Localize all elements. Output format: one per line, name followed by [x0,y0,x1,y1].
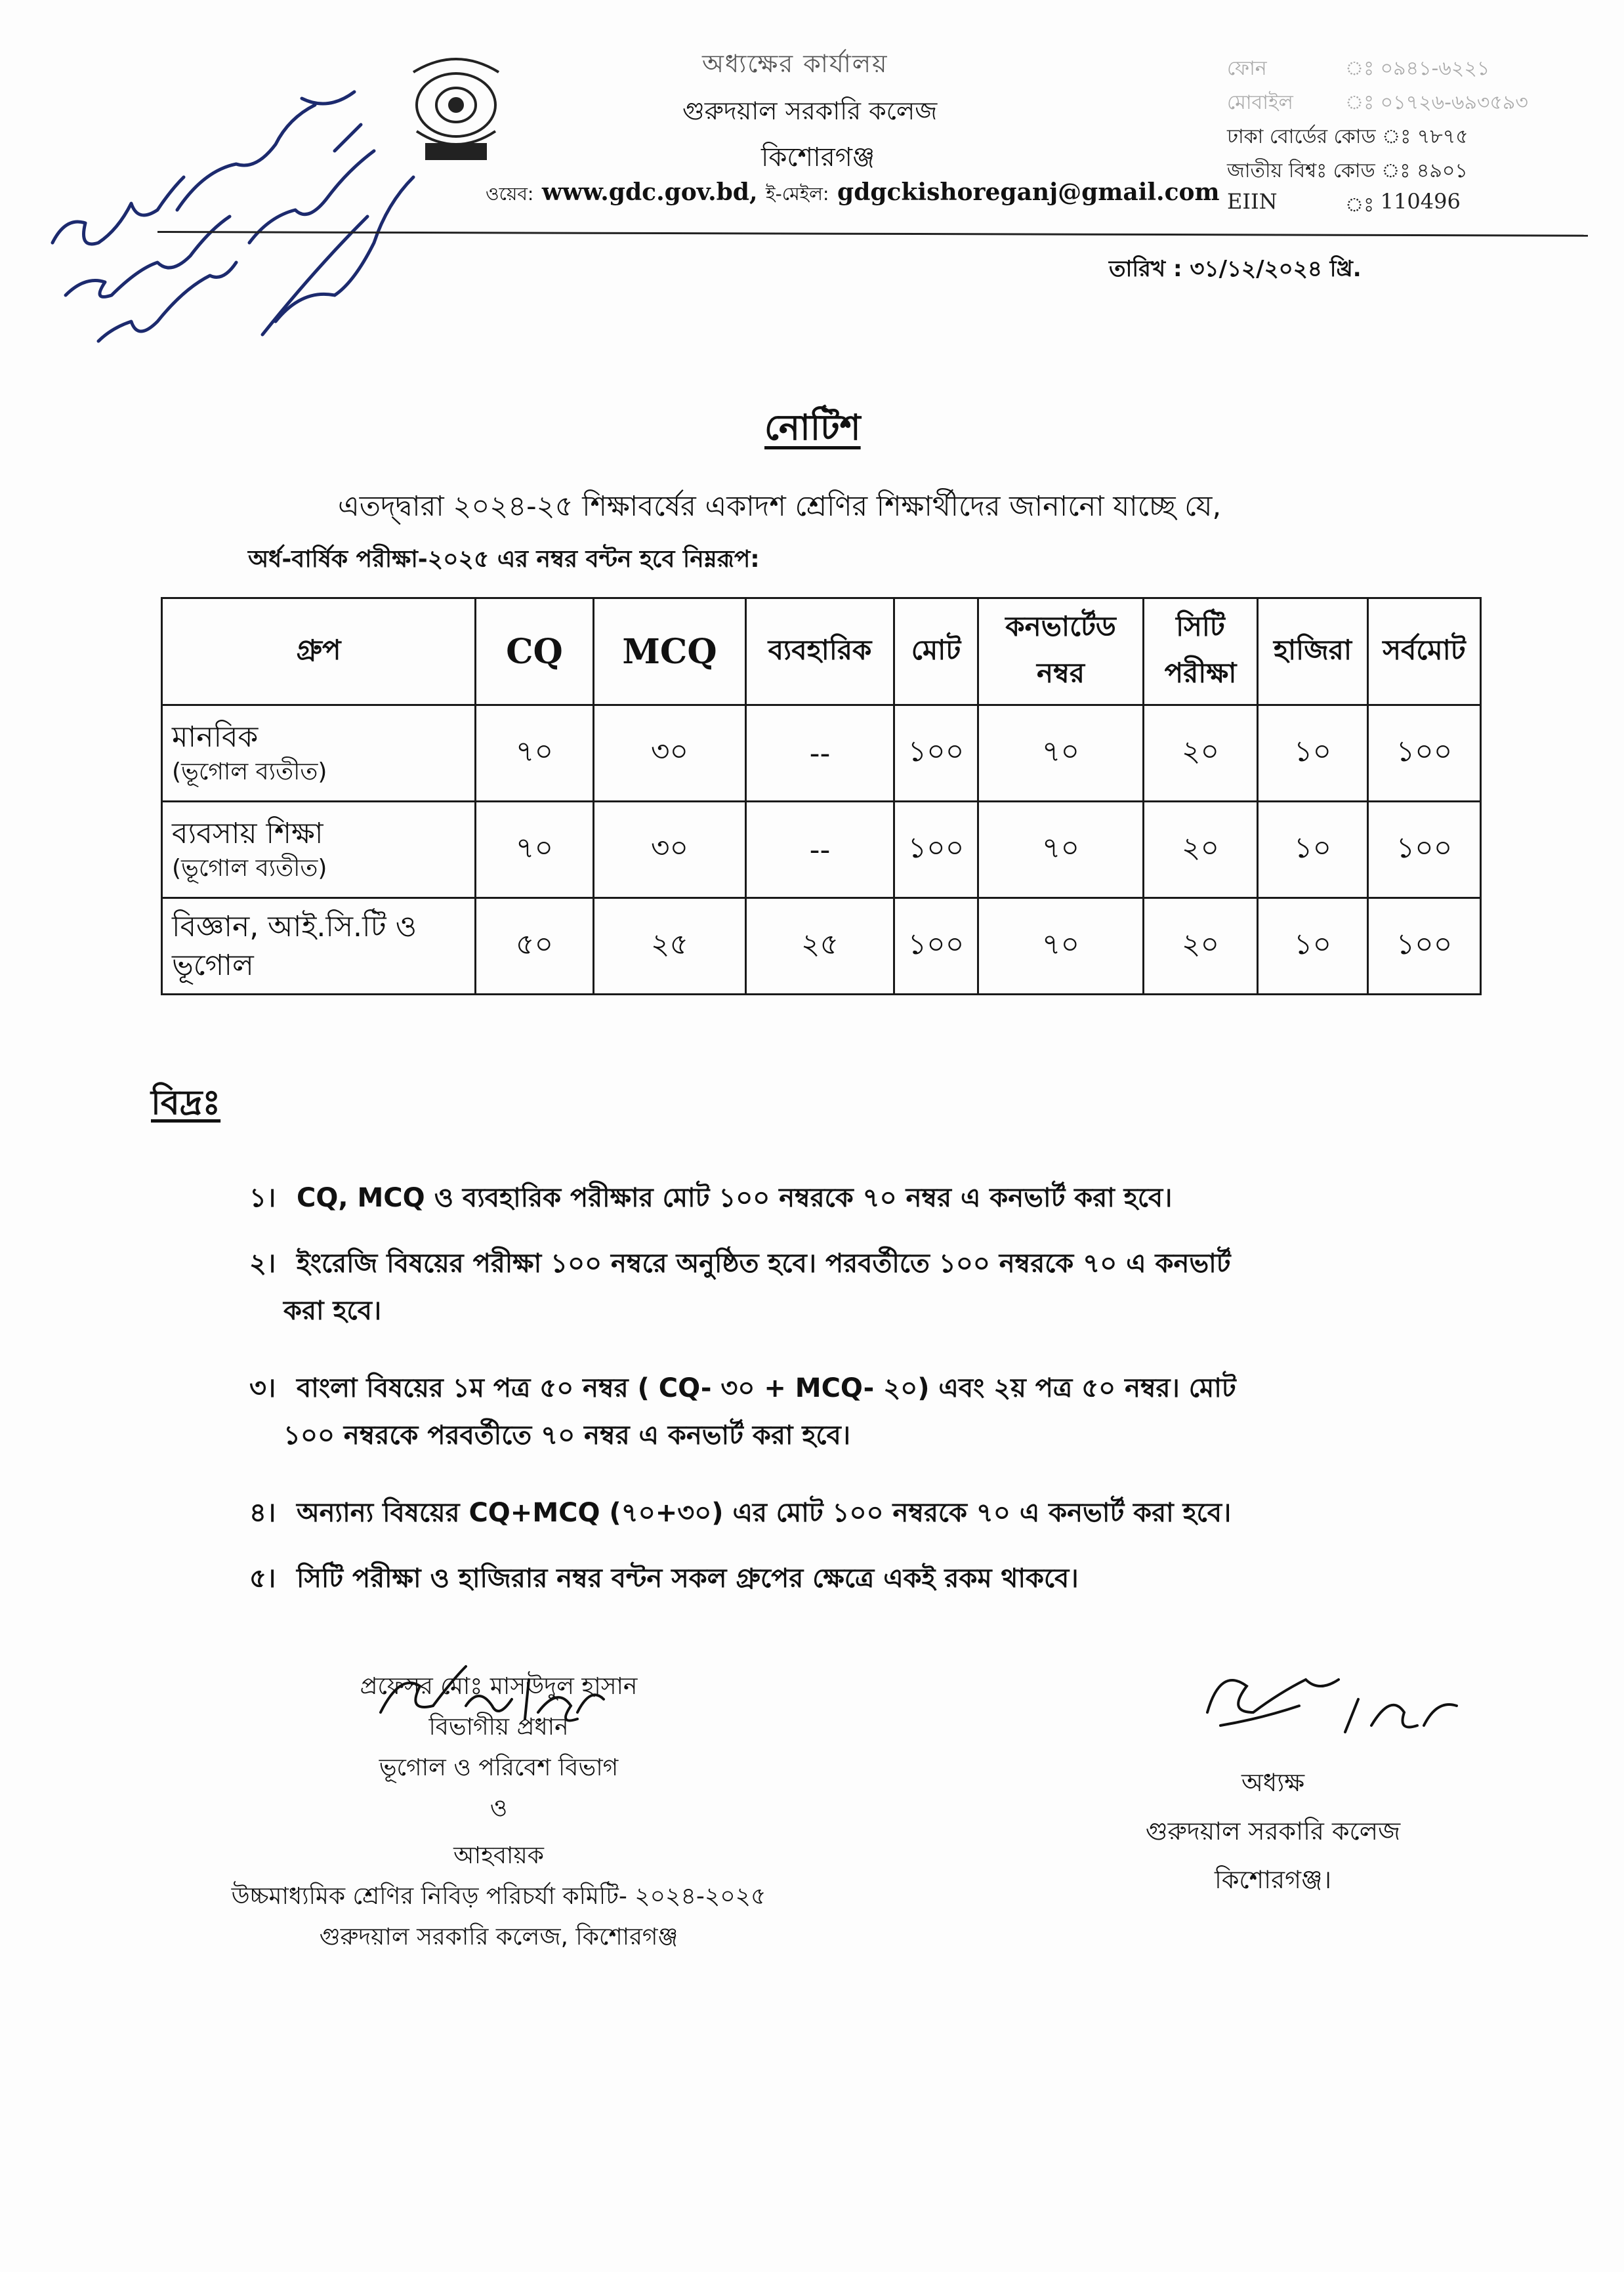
handwritten-endorsement [26,46,433,387]
principal-town: কিশোরগঞ্জ। [1214,1865,1332,1894]
cell-cq: ৫০ [476,898,594,995]
cell-mcq: ২৫ [594,898,746,995]
header-attendance: হাজিরা [1258,598,1368,705]
contact-block [1227,52,1528,223]
note-item: ৩। বাংলা বিষয়ের ১ম পত্র ৫০ নম্বর ( CQ- ৩০ + MCQ- ২০) এবং ২য় পত্র ৫০ নম্বর। মোট ১০০ নম্বরকে পরবর্তীতে ৭০ নম্বর এ কনভার্ট করা হবে। [249,1373,1236,1451]
contact-phone: ফোন ঃ ০৯৪১-৬২২১ [1227,57,1490,80]
note-item: ১। CQ, MCQ ও ব্যবহারিক পরীক্ষার মোট ১০০ নম্বরকে ৭০ নম্বর এ কনভার্ট করা হবে। [249,1183,1173,1213]
cell-practical: -- [746,802,894,898]
contact-mobile: মোবাইল ঃ ০১৭২৬-৬৯৩৫৯৩ [1227,91,1528,114]
signatory-committee: উচ্চমাধ্যমিক শ্রেণির নিবিড় পরিচর্যা কমিটি- ২০২৪-২০২৫ [231,1883,766,1910]
note-item: ৪। অন্যান্য বিষয়ের CQ+MCQ (৭০+৩০) এর মোট ১০০ নম্বরকে ৭০ এ কনভার্ট করা হবে। [249,1498,1232,1528]
header-total: মোট [894,598,978,705]
table-row [162,802,1481,898]
cell-grand-total: ১০০ [1368,898,1481,995]
office-title: অধ্যক্ষের কার্যালয় [702,49,888,78]
signatory-institution: গুরুদয়াল সরকারি কলেজ, কিশোরগঞ্জ [319,1924,678,1951]
web-prefix: ওয়েব: [486,183,534,205]
group-cell: ব্যবসায় শিক্ষা (ভূগোল ব্যতীত) [162,802,476,898]
college-name: গুরুদয়াল সরকারি কলেজ [682,96,938,125]
signatory-role: আহবায়ক [453,1842,544,1869]
college-seal-icon [400,46,512,177]
cell-grand-total: ১০০ [1368,705,1481,802]
notice-intro-line-2: অর্ধ-বার্ষিক পরীক্ষা-২০২৫ এর নম্বর বন্টন হবে নিম্নরূপ: [248,546,760,573]
cell-mcq: ৩০ [594,705,746,802]
signature-block-convener [171,1666,827,1958]
principal-title: অধ্যক্ষ [1241,1768,1304,1797]
email-prefix: ই-মেইল: [766,183,829,205]
note-item: ২। ইংরেজি বিষয়ের পরীক্ষা ১০০ নম্বরে অনুষ্ঠিত হবে। পরবর্তীতে ১০০ নম্বরকে ৭০ এ কনভার্ট করা হবে। [249,1249,1231,1326]
contact-board-code: ঢাকা বোর্ডের কোড ঃ ৭৮৭৫ [1227,125,1468,148]
cell-attendance: ১০ [1258,802,1368,898]
issue-date: তারিখ : ৩১/১২/২০২৪ খ্রি. [1109,256,1362,282]
notes-heading: বিদ্রঃ [151,1083,221,1123]
signature-right-mark [1194,1660,1470,1745]
cell-total: ১০০ [894,802,978,898]
signatory-conjunction: ও [489,1795,508,1822]
table-row [162,898,1481,995]
signature-block-principal [1089,1758,1457,1904]
group-cell: বিজ্ঞান, আই.সি.টি ও ভূগোল [162,898,476,995]
contact-national-code: জাতীয় বিশ্বঃ কোড ঃ ৪৯০১ [1227,159,1468,182]
cell-attendance: ১০ [1258,705,1368,802]
header-converted: কনভার্টেড নম্বর [978,598,1144,705]
table-row [162,705,1481,802]
signatory-name: প্রফেসর মোঃ মাসউদুল হাসান [360,1673,638,1700]
group-cell: মানবিক (ভূগোল ব্যতীত) [162,705,476,802]
email-link[interactable]: gdgckishoreganj@gmail.com [837,178,1220,206]
signatory-department: ভূগোল ও পরিবেশ বিভাগ [379,1754,619,1781]
cell-ct-exam: ২০ [1144,898,1258,995]
cell-attendance: ১০ [1258,898,1368,995]
cell-cq: ৭০ [476,705,594,802]
contact-eiin: EIIN ঃ 110496 [1227,189,1461,217]
cell-total: ১০০ [894,898,978,995]
web-email-line [486,178,1220,211]
cell-practical: ২৫ [746,898,894,995]
website-link[interactable]: www.gdc.gov.bd, [541,178,758,206]
cell-practical: -- [746,705,894,802]
college-town: কিশোরগঞ্জ [761,142,875,173]
cell-cq: ৭০ [476,802,594,898]
note-item: ৫। সিটি পরীক্ষা ও হাজিরার নম্বর বন্টন সকল গ্রুপের ক্ষেত্রে একই রকম থাকবে। [249,1563,1079,1594]
principal-college: গুরুদয়াল সরকারি কলেজ [1145,1817,1401,1846]
cell-converted: ৭০ [978,802,1144,898]
table-header-row [162,598,1481,705]
header-grand-total: সর্বমোট [1368,598,1481,705]
header-group: গ্রুপ [162,598,476,705]
signatory-position: বিভাগীয় প্রধান [428,1714,569,1741]
cell-mcq: ৩০ [594,802,746,898]
cell-total: ১০০ [894,705,978,802]
notice-title: নোটিশ [764,407,861,448]
cell-ct-exam: ২০ [1144,705,1258,802]
cell-ct-exam: ২০ [1144,802,1258,898]
cell-converted: ৭০ [978,705,1144,802]
header-ct-exam: সিটি পরীক্ষা [1144,598,1258,705]
cell-converted: ৭০ [978,898,1144,995]
notice-intro-line-1: এতদ্দ্বারা ২০২৪-২৫ শিক্ষাবর্ষের একাদশ শ্রেণির শিক্ষার্থীদের জানানো যাচ্ছে যে, [338,490,1222,523]
cell-grand-total: ১০০ [1368,802,1481,898]
marks-distribution-table [161,597,1482,995]
header-practical: ব্যবহারিক [746,598,894,705]
header-cq: CQ [476,598,594,705]
header-mcq: MCQ [594,598,746,705]
